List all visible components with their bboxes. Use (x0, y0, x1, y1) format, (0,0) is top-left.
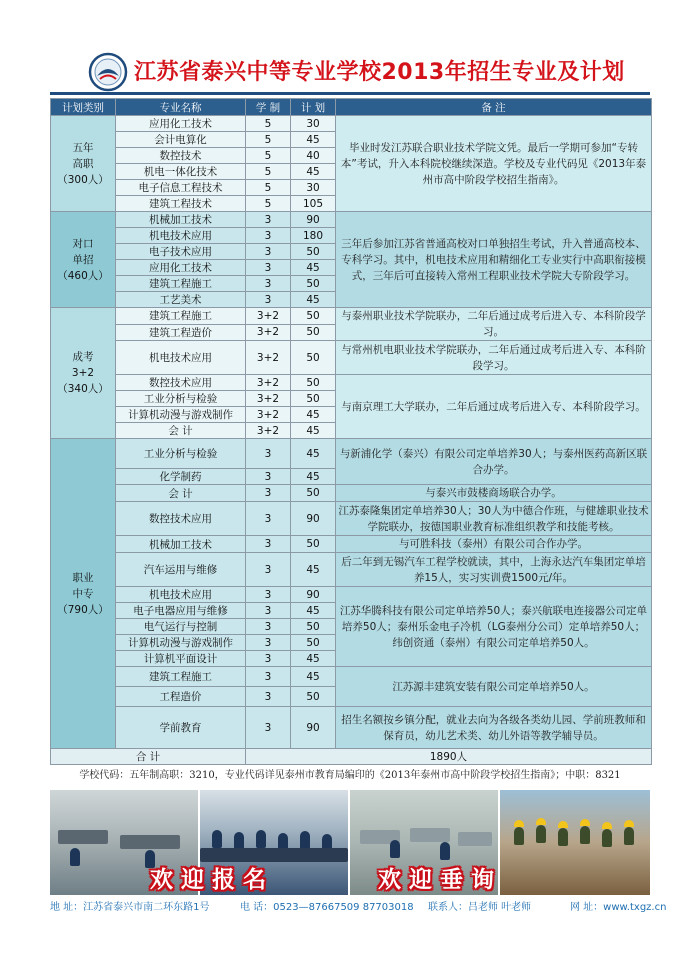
major-name: 数控技术 (116, 148, 246, 164)
note-cell: 江苏华腾科技有限公司定单培养50人；泰兴航联电连接器公司定单培养50人；泰州乐金电子冷机（LG泰州分公司）定单培养50人；纬创资通（泰州）有限公司定单培养50人。 (336, 587, 652, 667)
years-cell: 3 (246, 651, 291, 667)
table-row (51, 536, 652, 553)
note-cell: 后二年到无锡汽车工程学校就读，其中，上海永达汽车集团定单培养15人，实习实训费1500元/年。 (336, 553, 652, 587)
plan-cell: 50 (291, 341, 336, 375)
total-label: 合 计 (51, 749, 246, 765)
major-name: 工业分析与检验 (116, 439, 246, 469)
years-cell: 3+2 (246, 375, 291, 391)
plan-cell: 50 (291, 485, 336, 502)
table-row (51, 375, 652, 391)
years-cell: 3 (246, 485, 291, 502)
years-cell: 3 (246, 439, 291, 469)
years-cell: 3 (246, 603, 291, 619)
major-name: 电子信息工程技术 (116, 180, 246, 196)
address-text: 地 址：江苏省泰兴市南二环东路1号 (50, 902, 210, 913)
page-header (0, 50, 700, 94)
plan-cell: 45 (291, 469, 336, 485)
major-name: 计算机平面设计 (116, 651, 246, 667)
total-row (51, 749, 652, 765)
plan-cell: 50 (291, 324, 336, 341)
school-codes-note: 学校代码：五年制高职：3210，专业代码详见泰州市教育局编印的《2013年泰州市高中阶段学校招生指南》；中职：8321 (79, 770, 621, 781)
years-cell: 3 (246, 619, 291, 635)
note-cell: 与南京理工大学联办，二年后通过成考后进入专、本科阶段学习。 (336, 375, 652, 439)
years-cell: 3 (246, 244, 291, 260)
years-cell: 5 (246, 164, 291, 180)
plan-cell: 45 (291, 132, 336, 148)
major-name: 工程造价 (116, 687, 246, 707)
category-cell: 对口 单招 （460人） (51, 212, 116, 308)
column-header: 计划类别 (51, 99, 116, 116)
plan-cell: 45 (291, 260, 336, 276)
total-value: 1890人 (246, 749, 652, 765)
years-cell: 3 (246, 276, 291, 292)
column-header: 备 注 (336, 99, 652, 116)
column-header: 专业名称 (116, 99, 246, 116)
welcome-inquiry-slogan: 欢迎垂询 (378, 866, 502, 893)
category-cell: 成考 3+2 （340人） (51, 308, 116, 439)
column-header: 学 制 (246, 99, 291, 116)
major-name: 会 计 (116, 423, 246, 439)
table-row (51, 439, 652, 469)
major-name: 机电技术应用 (116, 228, 246, 244)
plan-cell: 90 (291, 212, 336, 228)
plan-cell: 50 (291, 244, 336, 260)
plan-cell: 45 (291, 407, 336, 423)
note-cell: 与泰州职业技术学院联办，二年后通过成考后进入专、本科阶段学习。 (336, 308, 652, 341)
years-cell: 3+2 (246, 391, 291, 407)
years-cell: 3 (246, 667, 291, 687)
years-cell: 3 (246, 228, 291, 244)
years-cell: 3+2 (246, 341, 291, 375)
major-name: 数控技术应用 (116, 375, 246, 391)
plan-cell: 90 (291, 707, 336, 749)
table-row (51, 553, 652, 587)
note-cell: 江苏泰隆集团定单培养30人；30人为中德合作班，与健雄职业技术学院联办，按德国职业教育标准组织教学和技能考核。 (336, 502, 652, 536)
plan-cell: 50 (291, 619, 336, 635)
major-name: 建筑工程造价 (116, 324, 246, 341)
photo-strip (50, 790, 650, 895)
table-row (51, 587, 652, 603)
major-name: 电气运行与控制 (116, 619, 246, 635)
years-cell: 3 (246, 292, 291, 308)
years-cell: 5 (246, 196, 291, 212)
welcome-enroll-slogan: 欢迎报名 (150, 866, 274, 893)
plan-cell: 180 (291, 228, 336, 244)
major-name: 机电技术应用 (116, 587, 246, 603)
major-name: 电子技术应用 (116, 244, 246, 260)
major-name: 计算机动漫与游戏制作 (116, 635, 246, 651)
category-cell: 五年 高职 （300人） (51, 116, 116, 212)
table-row (51, 667, 652, 687)
major-name: 会 计 (116, 485, 246, 502)
note-cell: 三年后参加江苏省普通高校对口单独招生考试，升入普通高校本、专科学习。其中，机电技术应用和精细化工专业实行中高职衔接模式，三年后可直接转入常州工程职业技术学院大专阶段学习。 (336, 212, 652, 308)
major-name: 建筑工程施工 (116, 667, 246, 687)
years-cell: 3 (246, 687, 291, 707)
note-cell: 与新浦化学（泰兴）有限公司定单培养30人；与泰州医药高新区联合办学。 (336, 439, 652, 485)
school-logo (88, 52, 128, 92)
table-header-row (51, 99, 652, 116)
note-cell: 招生名额按乡镇分配，就业去向为各级各类幼儿园、学前班教师和保育员，幼儿艺术类、幼儿外语等教学辅导员。 (336, 707, 652, 749)
years-cell: 5 (246, 148, 291, 164)
website-link[interactable]: 网 址：www.txgz.cn (570, 902, 667, 913)
contact-footer (50, 898, 667, 914)
plan-cell: 30 (291, 116, 336, 132)
years-cell: 3 (246, 502, 291, 536)
major-name: 工艺美术 (116, 292, 246, 308)
major-name: 建筑工程施工 (116, 308, 246, 325)
major-name: 学前教育 (116, 707, 246, 749)
years-cell: 3+2 (246, 407, 291, 423)
years-cell: 3 (246, 635, 291, 651)
years-cell: 3 (246, 212, 291, 228)
table-row (51, 116, 652, 132)
plan-cell: 50 (291, 536, 336, 553)
table-row (51, 308, 652, 325)
plan-cell: 30 (291, 180, 336, 196)
years-cell: 3 (246, 536, 291, 553)
major-name: 应用化工技术 (116, 260, 246, 276)
major-name: 机电技术应用 (116, 341, 246, 375)
plan-cell: 45 (291, 553, 336, 587)
major-name: 化学制药 (116, 469, 246, 485)
note-cell: 与泰兴市鼓楼商场联合办学。 (336, 485, 652, 502)
construction-photo (500, 790, 650, 895)
plan-cell: 45 (291, 651, 336, 667)
major-name: 数控技术应用 (116, 502, 246, 536)
years-cell: 3 (246, 260, 291, 276)
table-row (51, 707, 652, 749)
major-name: 会计电算化 (116, 132, 246, 148)
major-name: 机械加工技术 (116, 536, 246, 553)
contact-person-text: 联系人：吕老师 叶老师 (428, 902, 532, 913)
category-cell: 职业 中专 （790人） (51, 439, 116, 749)
plan-cell: 45 (291, 439, 336, 469)
plan-cell: 50 (291, 391, 336, 407)
years-cell: 5 (246, 180, 291, 196)
phone-text: 电 话：0523—87667509 87703018 (240, 902, 414, 913)
years-cell: 3+2 (246, 423, 291, 439)
note-cell: 江苏源丰建筑安装有限公司定单培养50人。 (336, 667, 652, 707)
plan-cell: 90 (291, 502, 336, 536)
plan-cell: 50 (291, 687, 336, 707)
years-cell: 3 (246, 587, 291, 603)
major-name: 电子电器应用与维修 (116, 603, 246, 619)
major-name: 工业分析与检验 (116, 391, 246, 407)
plan-cell: 90 (291, 587, 336, 603)
years-cell: 3 (246, 707, 291, 749)
major-name: 建筑工程技术 (116, 196, 246, 212)
years-cell: 5 (246, 132, 291, 148)
note-cell: 毕业时发江苏联合职业技术学院文凭。最后一学期可参加“专转本”考试，升入本科院校继续深造。学校及专业代码见《2013年泰州市高中阶段学校招生指南》。 (336, 116, 652, 212)
major-name: 计算机动漫与游戏制作 (116, 407, 246, 423)
years-cell: 3+2 (246, 324, 291, 341)
note-cell: 与常州机电职业技术学院联办，二年后通过成考后进入专、本科阶段学习。 (336, 341, 652, 375)
major-name: 建筑工程施工 (116, 276, 246, 292)
plan-cell: 45 (291, 164, 336, 180)
years-cell: 3+2 (246, 308, 291, 325)
major-name: 机械加工技术 (116, 212, 246, 228)
plan-cell: 50 (291, 635, 336, 651)
table-row (51, 212, 652, 228)
plan-cell: 45 (291, 603, 336, 619)
years-cell: 3 (246, 553, 291, 587)
major-name: 应用化工技术 (116, 116, 246, 132)
years-cell: 5 (246, 116, 291, 132)
plan-cell: 105 (291, 196, 336, 212)
enrollment-plan-table (50, 98, 652, 765)
years-cell: 3 (246, 469, 291, 485)
column-header: 计 划 (291, 99, 336, 116)
plan-cell: 45 (291, 667, 336, 687)
note-cell: 与可胜科技（泰州）有限公司合作办学。 (336, 536, 652, 553)
table-row (51, 502, 652, 536)
table-row (51, 485, 652, 502)
major-name: 机电一体化技术 (116, 164, 246, 180)
plan-cell: 50 (291, 308, 336, 325)
table-row (51, 341, 652, 375)
major-name: 汽车运用与维修 (116, 553, 246, 587)
plan-cell: 45 (291, 292, 336, 308)
plan-cell: 50 (291, 276, 336, 292)
plan-cell: 40 (291, 148, 336, 164)
plan-cell: 50 (291, 375, 336, 391)
page-title: 江苏省泰兴中等专业学校2013年招生专业及计划 (134, 60, 625, 85)
title-divider (50, 92, 650, 95)
plan-cell: 45 (291, 423, 336, 439)
